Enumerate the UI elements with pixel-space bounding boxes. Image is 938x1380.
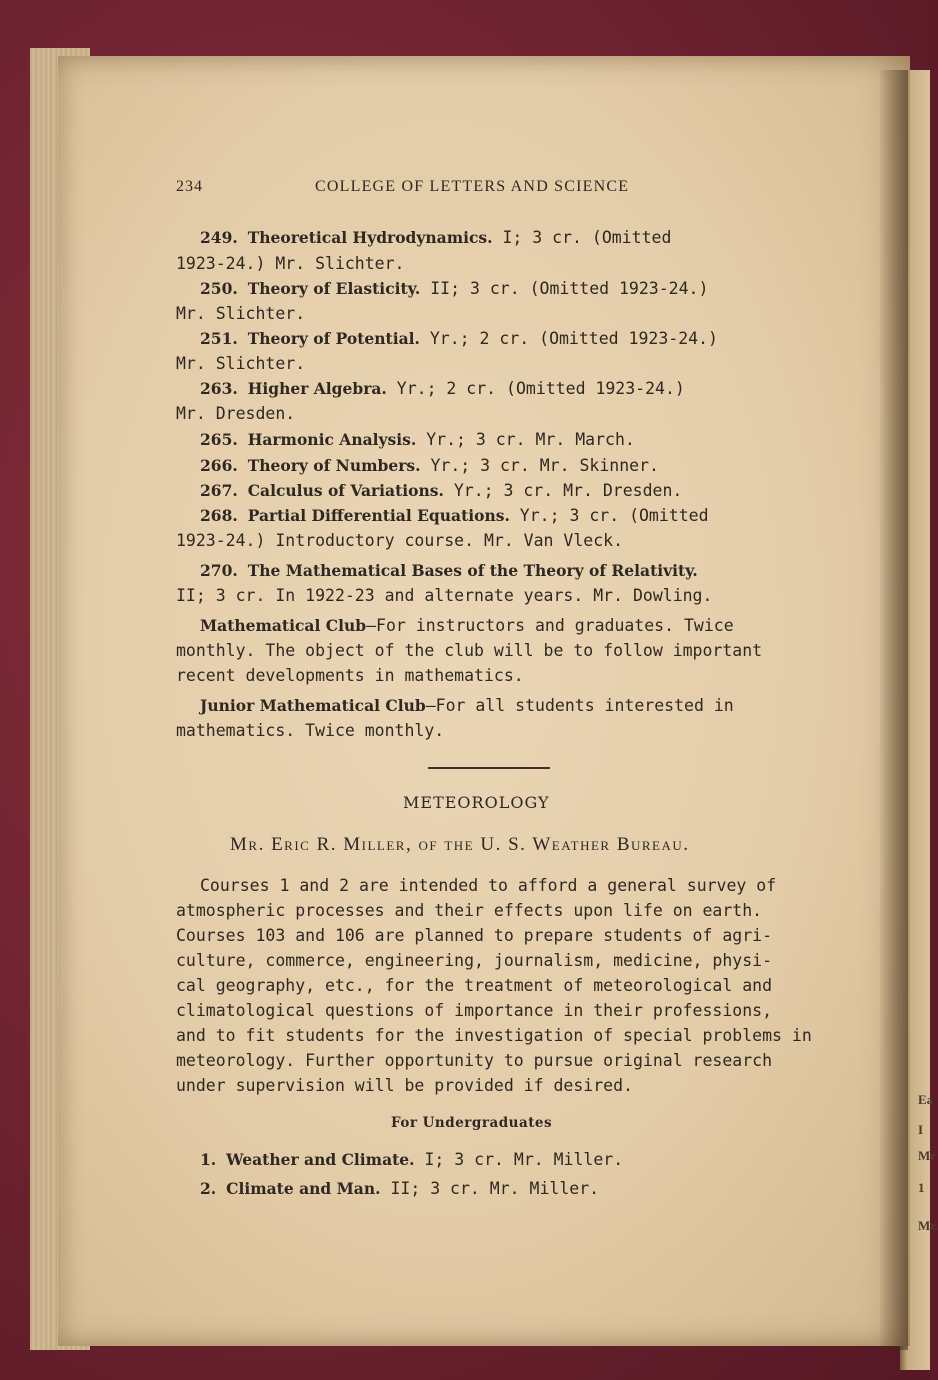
- course-details: Yr.; 3 cr. Mr. Dresden.: [453, 481, 683, 500]
- course-title: Higher Algebra.: [247, 379, 387, 398]
- course-268-cont: 1923-24.) Introductory course. Mr. Van Vleck.: [176, 531, 624, 550]
- paragraph-line: Courses 1 and 2 are intended to afford a general survey of: [200, 876, 777, 895]
- course-title: Climate and Man.: [226, 1179, 381, 1198]
- course-number: 2.: [200, 1179, 217, 1198]
- club-junior-math: [200, 696, 734, 715]
- page-number: 234: [176, 178, 203, 195]
- paragraph-line: and to fit students for the investigation of special problems in: [176, 1026, 812, 1045]
- section-instructor: Mr. Eric R. Miller, of the U. S. Weather Bureau.: [230, 834, 690, 855]
- club-name: Junior Mathematical Club: [200, 696, 426, 715]
- course-title: The Mathematical Bases of the Theory of Relativity.: [247, 561, 698, 580]
- club-desc: —For instructors and graduates. Twice: [366, 616, 734, 635]
- course-details: II; 3 cr. Mr. Miller.: [390, 1179, 600, 1198]
- gutter-shadow: [880, 70, 908, 1350]
- course-number: 1.: [200, 1150, 217, 1169]
- club-junior-math-line: mathematics. Twice monthly.: [176, 721, 445, 740]
- meteorology-course-2: [200, 1179, 599, 1198]
- course-number: 251.: [200, 329, 238, 348]
- course-249: [200, 228, 671, 247]
- course-title: Theoretical Hydrodynamics.: [247, 228, 493, 247]
- course-details: Yr.; 3 cr. Mr. Skinner.: [430, 456, 659, 475]
- course-251: [200, 329, 718, 348]
- club-math-line: recent developments in mathematics.: [176, 666, 524, 685]
- course-249-cont: 1923-24.) Mr. Slichter.: [176, 254, 405, 273]
- paragraph-line: culture, commerce, engineering, journalism, medicine, physi-: [176, 951, 773, 970]
- course-number: 250.: [200, 279, 238, 298]
- running-title: COLLEGE OF LETTERS AND SCIENCE: [315, 178, 630, 195]
- club-math-line: monthly. The object of the club will be to follow important: [176, 641, 763, 660]
- next-page-fragment: I: [918, 1122, 924, 1137]
- paragraph-line: under supervision will be provided if desired.: [176, 1076, 633, 1095]
- course-details: Yr.; 2 cr. (Omitted 1923-24.): [396, 379, 685, 398]
- course-details: Yr.; 3 cr. Mr. March.: [426, 430, 635, 449]
- club-desc: —For all students interested in: [425, 696, 734, 715]
- paragraph-line: cal geography, etc., for the treatment of meteorological and: [176, 976, 773, 995]
- course-268: [200, 506, 709, 525]
- course-number: 270.: [200, 561, 238, 580]
- course-267: [200, 481, 682, 500]
- course-number: 265.: [200, 430, 238, 449]
- course-number: 268.: [200, 506, 238, 525]
- course-title: Theory of Elasticity.: [247, 279, 421, 298]
- course-number: 266.: [200, 456, 238, 475]
- course-title: Theory of Potential.: [247, 329, 420, 348]
- course-number: 263.: [200, 379, 238, 398]
- course-270-cont: II; 3 cr. In 1922-23 and alternate years. Mr. Dowling.: [176, 586, 713, 605]
- course-details: Yr.; 3 cr. (Omitted: [519, 506, 709, 525]
- next-page-fragment: 1: [918, 1180, 925, 1195]
- course-details: I; 3 cr. (Omitted: [502, 228, 672, 247]
- course-265: [200, 430, 635, 449]
- course-title: Harmonic Analysis.: [247, 430, 417, 449]
- club-math: [200, 616, 734, 635]
- paragraph-line: atmospheric processes and their effects upon life on earth.: [176, 901, 763, 920]
- club-name: Mathematical Club: [200, 616, 367, 635]
- section-divider: [428, 767, 550, 769]
- next-page-fragment: Mr.: [918, 1218, 938, 1233]
- meteorology-course-1: [200, 1150, 623, 1169]
- course-263: [200, 379, 685, 398]
- course-title: Partial Differential Equations.: [247, 506, 510, 525]
- course-270: [200, 561, 698, 580]
- course-title: Calculus of Variations.: [247, 481, 444, 500]
- course-263-cont: Mr. Dresden.: [176, 404, 296, 423]
- course-details: II; 3 cr. (Omitted 1923-24.): [430, 279, 709, 298]
- next-page-fragment: Ea: [918, 1092, 934, 1107]
- course-details: I; 3 cr. Mr. Miller.: [424, 1150, 624, 1169]
- next-page-fragment: Mr: [918, 1148, 937, 1163]
- paragraph-line: climatological questions of importance in their professions,: [176, 1001, 773, 1020]
- course-details: Yr.; 2 cr. (Omitted 1923-24.): [429, 329, 718, 348]
- paragraph-line: Courses 103 and 106 are planned to prepare students of agri-: [176, 926, 773, 945]
- subheading: For Undergraduates: [391, 1115, 553, 1131]
- course-number: 267.: [200, 481, 238, 500]
- course-266: [200, 456, 659, 475]
- course-number: 249.: [200, 228, 238, 247]
- course-250-cont: Mr. Slichter.: [176, 304, 306, 323]
- course-251-cont: Mr. Slichter.: [176, 354, 306, 373]
- course-250: [200, 279, 708, 298]
- course-title: Weather and Climate.: [226, 1150, 415, 1169]
- section-title: METEOROLOGY: [403, 793, 550, 812]
- course-title: Theory of Numbers.: [247, 456, 421, 475]
- paragraph-line: meteorology. Further opportunity to pursue original research: [176, 1051, 773, 1070]
